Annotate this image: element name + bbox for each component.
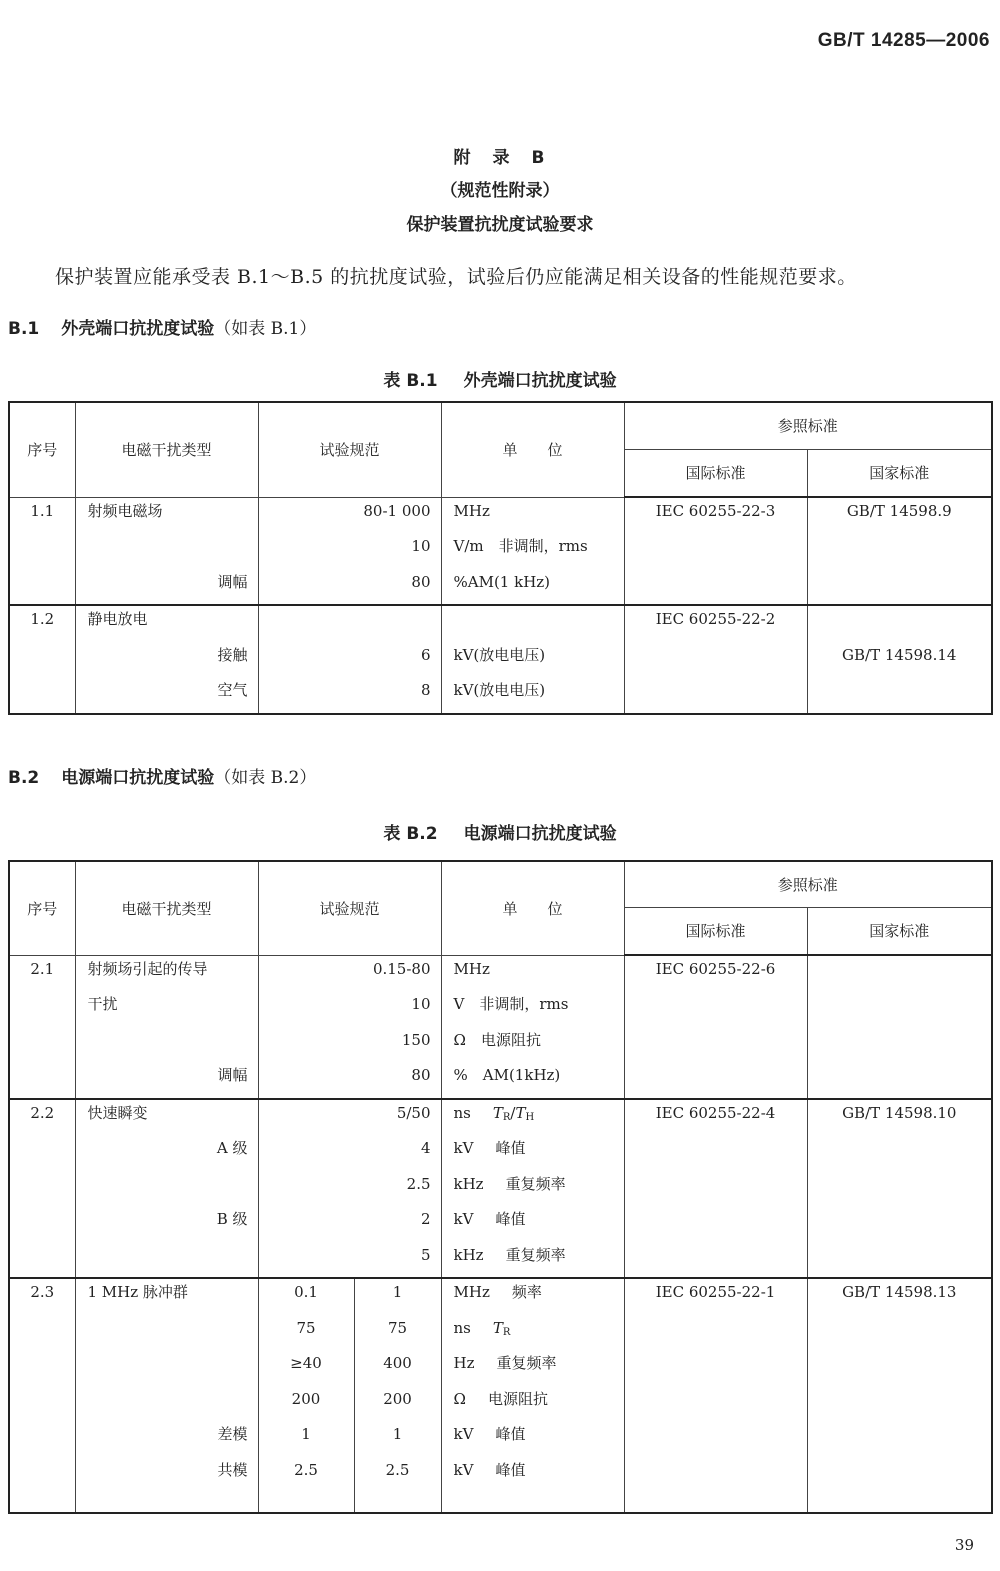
- caption-number: 表 B.1: [383, 371, 438, 391]
- type-cell: [76, 533, 258, 569]
- section-number: B.1: [8, 319, 40, 339]
- intl-standard-cell: IEC 60255-22-1: [655, 1283, 776, 1301]
- section-heading-b2: [8, 763, 316, 788]
- national-standard-cell: GB/T 14598.10: [842, 1103, 957, 1122]
- type-cell: 差模: [217, 1425, 248, 1443]
- type-cell: B 级: [216, 1210, 248, 1228]
- spec-a-cell: ≥40: [290, 1354, 322, 1372]
- appendix-label-1: 附: [453, 148, 473, 168]
- spec-cell: 5: [420, 1245, 431, 1264]
- table-b2: [8, 860, 993, 1514]
- spec-cell: 6: [420, 645, 431, 664]
- header-spec: 试验规范: [258, 402, 441, 497]
- row-number: 2.1: [30, 959, 55, 978]
- unit-cell: kV 峰值: [453, 1139, 526, 1157]
- row-number: 1.1: [30, 501, 55, 520]
- section-number: B.2: [8, 768, 40, 788]
- unit-cell: V/m 非调制，rms: [453, 537, 588, 555]
- header-national: 国家标准: [807, 907, 992, 955]
- unit-cell: kV 峰值: [453, 1460, 526, 1479]
- type-cell: [76, 1315, 258, 1351]
- spec-cell: 4: [420, 1139, 431, 1157]
- unit-cell: Ω 电源阻抗: [453, 1389, 548, 1408]
- spec-b-cell: 2.5: [385, 1460, 410, 1479]
- type-cell: 干扰: [87, 995, 118, 1013]
- appendix-label-3: B: [531, 148, 547, 168]
- row-number: 2.2: [30, 1103, 55, 1122]
- unit-cell: ns $T_R/T_H$: [453, 1103, 535, 1123]
- spec-cell: 80: [411, 572, 431, 591]
- spec-b-cell: 200: [383, 1389, 412, 1408]
- unit-cell: kV(放电电压): [453, 645, 546, 664]
- header-intl: 国际标准: [624, 907, 807, 955]
- header-unit: 单 位: [441, 861, 624, 955]
- type-cell: 静电放电: [87, 610, 148, 628]
- appendix-title: [0, 143, 1000, 168]
- unit-cell: [442, 606, 624, 642]
- spec-b-cell: 75: [387, 1318, 408, 1337]
- spec-cell: 5/50: [396, 1103, 431, 1122]
- row-number: 2.3: [30, 1283, 55, 1301]
- unit-cell: kHz 重复频率: [453, 1245, 566, 1264]
- type-cell: A 级: [216, 1139, 248, 1157]
- spec-a-cell: 0.1: [294, 1283, 318, 1301]
- unit-cell: kV 峰值: [453, 1425, 526, 1443]
- spec-cell: [259, 606, 441, 642]
- page-number: 39: [954, 1536, 974, 1554]
- spec-b-cell: 1: [392, 1425, 403, 1443]
- spec-cell: 8: [420, 681, 431, 699]
- section-ref: （如表 B.1）: [214, 319, 317, 339]
- national-standard-cell: GB/T 14598.14: [842, 645, 957, 664]
- standard-code: GB/T 14285—2006: [817, 30, 990, 51]
- appendix-subtitle: （规范性附录）: [440, 181, 560, 201]
- spec-cell: 0.15-80: [372, 959, 431, 978]
- table-row: [9, 1278, 992, 1513]
- intl-standard-cell: IEC 60255-22-2: [655, 610, 776, 628]
- table-row: [9, 1099, 992, 1279]
- unit-cell: Hz 重复频率: [453, 1354, 557, 1372]
- header-national: 国家标准: [807, 449, 992, 497]
- header-unit: 单 位: [441, 402, 624, 497]
- header-intl: 国际标准: [624, 449, 807, 497]
- spec-cell: 80-1 000: [363, 501, 431, 520]
- section-title: 电源端口抗扰度试验: [61, 768, 215, 788]
- type-cell: 空气: [217, 681, 248, 699]
- type-cell: 1 MHz 脉冲群: [87, 1283, 188, 1301]
- type-cell: 共模: [217, 1460, 248, 1479]
- intl-standard-cell: IEC 60255-22-6: [655, 960, 776, 978]
- appendix-name: 保护装置抗扰度试验要求: [406, 215, 594, 235]
- header-type: 电磁干扰类型: [75, 402, 258, 497]
- header-ref-standard: 参照标准: [624, 402, 992, 449]
- type-cell: 射频电磁场: [87, 501, 163, 520]
- unit-cell: MHz 频率: [453, 1283, 542, 1301]
- table-caption-b1: [0, 366, 1000, 391]
- caption-title: 电源端口抗扰度试验: [463, 824, 617, 844]
- unit-cell: MHz: [453, 959, 490, 978]
- spec-cell: 10: [411, 995, 431, 1013]
- national-standard-cell: [808, 956, 992, 992]
- spec-a-cell: 1: [301, 1425, 311, 1443]
- header-no: 序号: [9, 402, 75, 497]
- type-cell: 射频场引起的传导: [87, 959, 208, 978]
- national-standard-cell: GB/T 14598.9: [846, 502, 952, 520]
- spec-a-cell: 200: [291, 1389, 321, 1408]
- intl-standard-cell: IEC 60255-22-3: [655, 502, 776, 520]
- table-row: [9, 605, 992, 714]
- type-cell: 调幅: [217, 1066, 248, 1084]
- spec-cell: 150: [401, 1030, 431, 1049]
- type-cell: [76, 1350, 258, 1386]
- table-row: [9, 955, 992, 1099]
- unit-cell: ns $T_R$: [453, 1318, 511, 1338]
- section-title: 外壳端口抗扰度试验: [61, 319, 215, 339]
- header-spec: 试验规范: [258, 861, 441, 955]
- unit-cell: % AM(1kHz): [453, 1066, 561, 1084]
- caption-title: 外壳端口抗扰度试验: [463, 371, 617, 391]
- spec-b-cell: 1: [392, 1283, 403, 1301]
- type-cell: 调幅: [217, 572, 248, 591]
- national-standard-cell: GB/T 14598.13: [842, 1283, 957, 1301]
- unit-cell: kHz 重复频率: [453, 1174, 566, 1193]
- header-type: 电磁干扰类型: [75, 861, 258, 955]
- unit-cell: kV 峰值: [453, 1210, 526, 1228]
- spec-a-cell: 2.5: [294, 1460, 318, 1479]
- caption-number: 表 B.2: [383, 824, 438, 844]
- type-cell: [76, 1386, 258, 1422]
- table-caption-b2: [0, 819, 1000, 844]
- unit-cell: V 非调制，rms: [453, 995, 569, 1013]
- unit-cell: MHz: [453, 501, 490, 520]
- spec-cell: 80: [411, 1066, 431, 1084]
- spec-cell: 2: [420, 1210, 431, 1228]
- intro-paragraph: 保护装置应能承受表 B.1～B.5 的抗扰度试验，试验后仍应能满足相关设备的性能规范要求。: [55, 266, 857, 288]
- table-b1: [8, 401, 993, 715]
- intl-standard-cell: IEC 60255-22-4: [655, 1103, 776, 1122]
- unit-cell: %AM(1 kHz): [453, 572, 551, 591]
- type-cell: [76, 1242, 258, 1278]
- type-cell: 快速瞬变: [87, 1103, 148, 1122]
- section-heading-b1: [8, 314, 316, 339]
- spec-b-cell: 400: [383, 1354, 412, 1372]
- unit-cell: kV(放电电压): [453, 681, 546, 699]
- type-cell: [76, 1171, 258, 1207]
- header-no: 序号: [9, 861, 75, 955]
- spec-cell: 10: [411, 537, 431, 555]
- section-ref: （如表 B.2）: [214, 768, 317, 788]
- appendix-label-2: 录: [492, 148, 512, 168]
- type-cell: [76, 1027, 258, 1063]
- type-cell: 接触: [217, 645, 248, 664]
- unit-cell: Ω 电源阻抗: [453, 1030, 541, 1049]
- row-number: 1.2: [30, 610, 55, 628]
- spec-a-cell: 75: [296, 1318, 316, 1337]
- spec-cell: 2.5: [406, 1174, 431, 1193]
- header-ref-standard: 参照标准: [624, 861, 992, 907]
- table-row: [9, 497, 992, 605]
